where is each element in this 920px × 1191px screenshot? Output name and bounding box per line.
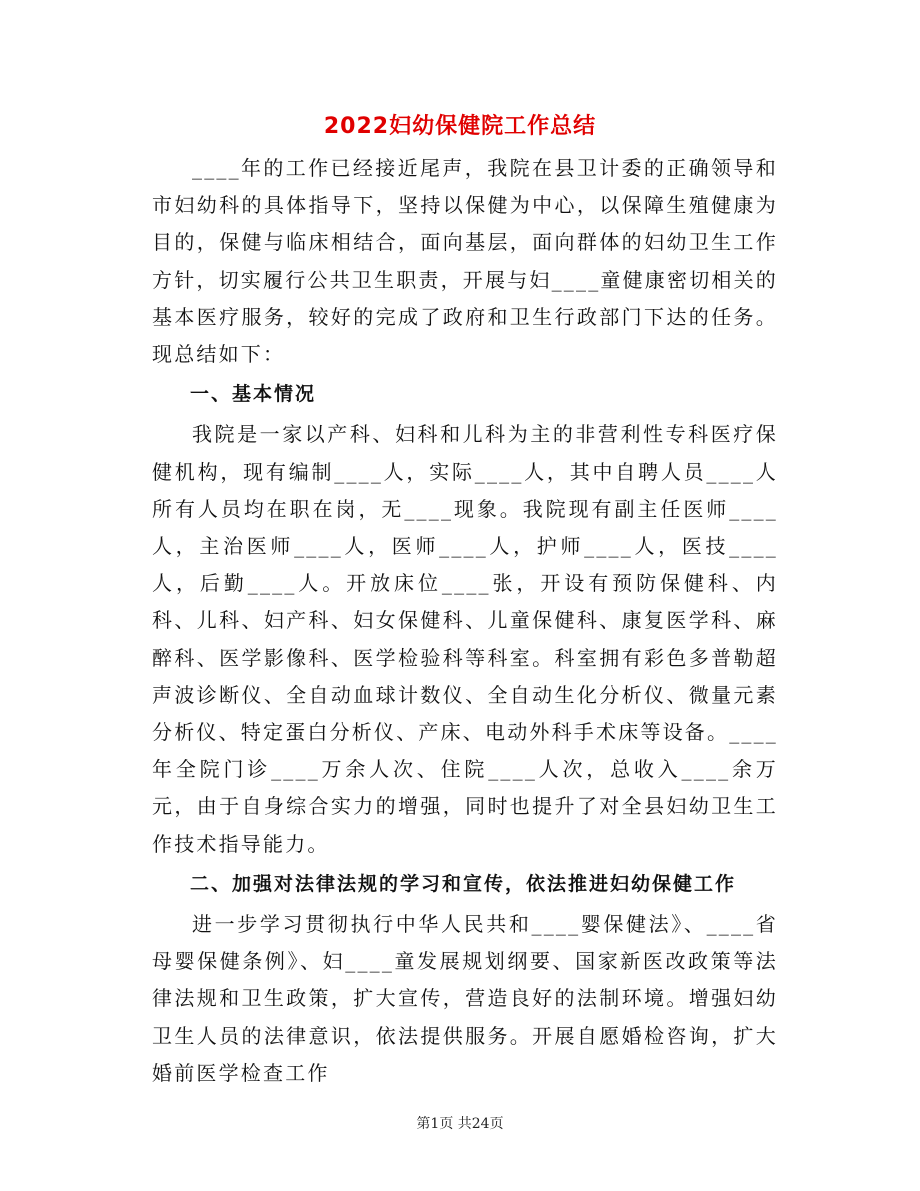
law-paragraph: 进一步学习贯彻执行中华人民共和____婴保健法》、____省母婴保健条例》、妇____童发展规划纲要、国家新医改政策等法律法规和卫生政策，扩大宣传，营造良好的法制环境。增强妇幼卫生人员的法律意识，依法提供服务。开展自愿婚检咨询，扩大婚前医学检查工作	[152, 912, 778, 1085]
section-heading-law: 二、加强对法律法规的学习和宣传，依法推进妇幼保健工作	[190, 872, 737, 895]
section-heading-basic-info: 一、基本情况	[190, 383, 317, 406]
intro-paragraph: ____年的工作已经接近尾声，我院在县卫计委的正确领导和市妇幼科的具体指导下，坚持以保健为中心，以保障生殖健康为目的，保健与临床相结合，面向基层，面向群体的妇幼卫生工作方针，切实履行公共卫生职责，开展与妇____童健康密切相关的基本医疗服务，较好的完成了政府和卫生行政部门下达的任务。现总结如下：	[152, 156, 778, 367]
page-footer: 第1页 共24页	[416, 1116, 504, 1132]
document-body	[152, 150, 778, 1092]
document-title: 2022妇幼保健院工作总结	[323, 114, 597, 139]
basic-info-paragraph: 我院是一家以产科、妇科和儿科为主的非营利性专科医疗保健机构，现有编制____人，实际____人，其中自聘人员____人所有人员均在职在岗，无____现象。我院现有副主任医师____人，主治医师____人，医师____人，护师____人，医技____人，后勤____人。开放床位____张，开设有预防保健科、内科、儿科、妇产科、妇女保健科、儿童保健科、康复医学科、麻醉科、医学影像科、医学检验科等科室。科室拥有彩色多普勒超声波诊断仪、全自动血球计数仪、全自动生化分析仪、微量元素分析仪、特定蛋白分析仪、产床、电动外科手术床等设备。____年全院门诊____万余人次、住院____人次，总收入____余万元，由于自身综合实力的增强，同时也提升了对全县妇幼卫生工作技术指导能力。	[152, 422, 778, 856]
